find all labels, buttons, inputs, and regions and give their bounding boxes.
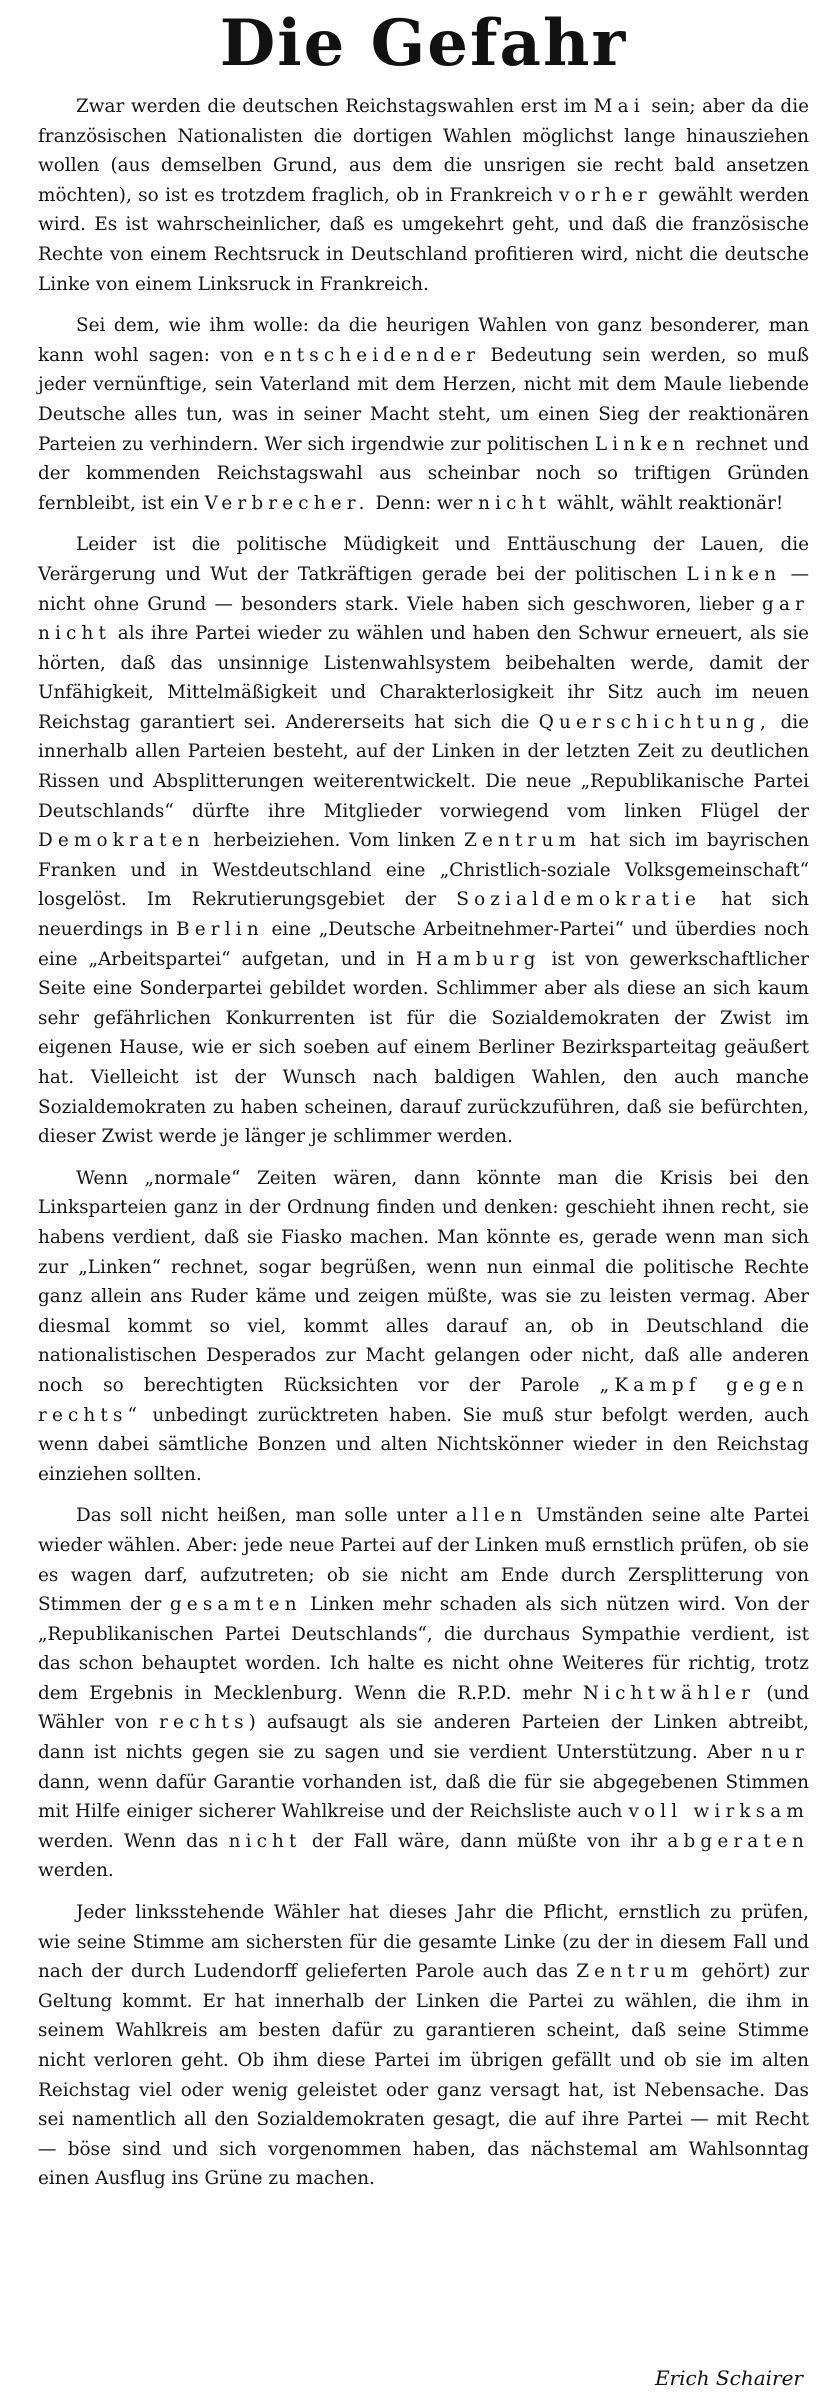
text-run: der Fall wäre, dann müßte von ihr bbox=[301, 1830, 668, 1852]
emphasized-text: nicht bbox=[228, 1830, 302, 1852]
article-paragraph bbox=[38, 1898, 809, 2194]
text-run: die innerhalb allen Parteien besteht, auf der Linken in der letzten Zeit zu deutlichen Rissen und Absplitterungen weiterentwickelt. Die neue „Republikanische Partei Deutschlands“ dürfte ihre Mitglieder vorwiegend vom linken Flügel der bbox=[38, 711, 809, 822]
article-paragraph bbox=[38, 1164, 809, 1490]
emphasized-text: Hamburg bbox=[415, 948, 541, 970]
text-run: werden. bbox=[38, 1860, 114, 1882]
emphasized-text: Demokraten bbox=[38, 830, 205, 852]
emphasized-text: Querschichtung, bbox=[538, 711, 771, 733]
article-paragraph bbox=[38, 1501, 809, 1886]
emphasized-text: gar nicht bbox=[38, 593, 809, 645]
text-run: ) aufsaugt als sie anderen Parteien der Linken abtreibt, dann ist nichts gegen sie zu sagen und sie verdient Unterstützung. Aber bbox=[38, 1712, 809, 1764]
emphasized-text: Nichtwähler bbox=[582, 1682, 756, 1704]
emphasized-text: voll wirksam bbox=[628, 1801, 809, 1823]
text-run: Jeder linksstehende Wähler hat dieses Jahr die Pflicht, ernstlich zu prüfen, wie seine Stimme am sichersten für die gesamte Linke (zu der in diesem Fall und nach der durch Ludendorff gelieferten Parole auch das bbox=[38, 1902, 809, 1983]
emphasized-text: Linken bbox=[594, 433, 690, 455]
emphasized-text: rechts bbox=[159, 1712, 249, 1734]
emphasized-text: allen bbox=[455, 1505, 528, 1527]
text-run: Zwar werden die deutschen Reichstagswahlen erst im bbox=[76, 96, 594, 117]
emphasized-text: Zentrum bbox=[464, 830, 582, 852]
text-run: unbedingt zurücktreten haben. Sie muß stur befolgt werden, auch wenn dabei sämtliche Bonzen und alten Nichtskönner wieder in den Reichstag einziehen sollten. bbox=[38, 1404, 809, 1485]
text-run: Sei dem, wie ihm wolle: da die heurigen Wahlen von ganz besonderer, man kann wohl sagen: von bbox=[38, 315, 809, 366]
text-run: eine „Deutsche Arbeitnehmer-Partei“ und überdies noch eine „Arbeitspartei“ aufgetan, und in bbox=[38, 919, 809, 970]
text-run: werden. Wenn das bbox=[38, 1830, 229, 1852]
article-paragraph bbox=[38, 530, 809, 1151]
emphasized-text: Zentrum bbox=[576, 1961, 694, 1983]
emphasized-text: Verbrecher. bbox=[204, 492, 370, 514]
text-run: (und Wähler von bbox=[38, 1682, 810, 1734]
emphasized-text: Linken bbox=[686, 563, 782, 585]
article-paragraph bbox=[38, 311, 809, 518]
emphasized-text: Mai bbox=[593, 96, 645, 117]
text-run: wählt, wählt reaktionär! bbox=[551, 492, 784, 514]
text-run: dann, wenn dafür Garantie vorhanden ist, daß die für sie abgegebenen Stimmen mit Hilfe einiger sicherer Wahlkreise und der Reichsliste auch bbox=[38, 1771, 809, 1823]
emphasized-text: „Kampf gegen rechts“ bbox=[38, 1374, 810, 1426]
emphasized-text: Berlin bbox=[176, 919, 264, 941]
emphasized-text: nicht bbox=[478, 492, 552, 514]
text-run: Wenn „normale“ Zeiten wären, dann könnte man die Krisis bei den Linksparteien ganz in der Ordnung finden und denken: geschieht ihnen recht, sie habens verdient, daß sie Fiasko machen. Man könnte es, gerade wenn man sich zur „Linken“ rechnet, sogar begrüßen, wenn nun einmal die politische Rechte ganz allein ans Ruder käme und zeigen müßte, was sie zu leisten vermag. Aber diesmal kommt so viel, kommt alles darauf an, ob in Deutschland die nationalistischen Desperados zur Macht gelangen oder nicht, daß alle anderen noch so berechtigten Rücksichten vor der Parole bbox=[38, 1167, 809, 1396]
article-body bbox=[38, 92, 809, 2194]
article-paragraph bbox=[38, 92, 809, 299]
text-run: sein; aber da die französischen Nationalisten die dortigen Wahlen möglichst lange hinausziehen wollen (aus demselben Grund, aus dem die unsrigen sie recht bald ansetzen möchten), so ist es trotzdem fraglich, ob in Frankreich bbox=[38, 96, 809, 206]
author-signature: Erich Schairer bbox=[654, 2366, 803, 2390]
text-run: als ihre Partei wieder zu wählen und haben den Schwur erneuert, als sie hörten, daß das unsinnige Listenwahlsystem beibehalten werde, damit der Unfähigkeit, Mittelmäßigkeit und Charakterlosigkeit ihr Sitz auch im neuen Reichstag garantiert sei. Andererseits hat sich die bbox=[38, 623, 809, 733]
text-run: rechnet und der kommenden Reichstagswahl aus scheinbar noch so triftigen Gründen fernbleibt, ist ein bbox=[38, 433, 809, 514]
text-run: Umständen seine alte Partei wieder wählen. Aber: jede neue Partei auf der Linken muß ernstlich prüfen, ob sie es wagen darf, aufzutreten; ob sie nicht am Ende durch Zersplitterung von Stimmen der bbox=[38, 1505, 810, 1616]
text-run: gehört) zur Geltung kommt. Er hat innerhalb der Linken die Partei zu wählen, die ihm in seinem Wahlkreis am besten dafür zu garantieren scheint, daß seine Stimme nicht verloren geht. Ob ihm diese Partei im übrigen gefällt und ob sie im alten Reichstag viel oder wenig geleistet oder ganz versagt hat, ist Nebensache. Das sei namentlich all den Sozialdemokraten gesagt, die auf ihre Partei — mit Recht — böse sind und sich vorgenommen haben, das nächstemal am Wahlsonntag einen Ausflug ins Grüne zu machen. bbox=[38, 1961, 809, 2190]
text-run: hat sich im bayrischen Franken und in Westdeutschland eine „Christlich-soziale Volksgemeinschaft“ losgelöst. Im Rekrutierungsgebiet der bbox=[38, 830, 809, 911]
emphasized-text: nur bbox=[761, 1742, 809, 1764]
text-run: Leider ist die politische Müdigkeit und Enttäuschung der Lauen, die Verärgerung und Wut der Tatkräftigen gerade bei der politischen bbox=[38, 534, 809, 585]
text-run: Linken mehr schaden als sich nützen wird. Von der „Republikanischen Partei Deutschlands“, die durchaus Sympathie verdient, ist das schon behauptet worden. Ich halte es nicht ohne Weiteres für richtig, trotz dem Ergebnis in Mecklenburg. Wenn die R.P.D. mehr bbox=[38, 1594, 809, 1704]
text-run: gewählt werden wird. Es ist wahrscheinlicher, daß es umgekehrt geht, und daß die französische Rechte von einem Rechtsruck in Deutschland profitieren wird, nicht die deutsche Linke von einem Linksruck in Frankreich. bbox=[38, 184, 809, 295]
text-run: hat sich neuerdings in bbox=[38, 889, 809, 941]
emphasized-text: Sozialdemokratie bbox=[456, 889, 702, 911]
article-title: Die Gefahr bbox=[219, 6, 628, 81]
emphasized-text: abgeraten bbox=[667, 1830, 809, 1852]
emphasized-text: entscheidender bbox=[263, 344, 481, 366]
emphasized-text: vorher bbox=[559, 184, 652, 206]
text-run: Denn: wer bbox=[369, 492, 479, 514]
emphasized-text: gesamten bbox=[169, 1594, 302, 1616]
text-run: ist von gewerkschaftlicher Seite eine Sonderpartei gebildet worden. Schlimmer aber als diese an sich kaum sehr gefährlichen Konkurrenten ist für die Sozialdemokraten der Zwist im eigenen Hause, wie er sich soeben auf einem Berliner Bezirksparteitag geäußert hat. Vielleicht ist der Wunsch nach baldigen Wahlen, den auch manche Sozialdemokraten zu haben scheinen, darauf zurückzuführen, daß sie befürchten, dieser Zwist werde je länger je schlimmer werden. bbox=[38, 948, 809, 1148]
text-run: — nicht ohne Grund — besonders stark. Viele haben sich geschworen, lieber bbox=[38, 563, 809, 615]
text-run: Das soll nicht heißen, man solle unter bbox=[76, 1505, 456, 1527]
text-run: Bedeutung sein werden, so muß jeder vernünftige, sein Vaterland mit dem Herzen, nicht mit dem Maule liebende Deutsche alles tun, was in seiner Macht steht, um einen Sieg der reaktionären Parteien zu verhindern. Wer sich irgendwie zur politischen bbox=[38, 344, 810, 455]
text-run: herbeiziehen. Vom linken bbox=[204, 830, 465, 852]
